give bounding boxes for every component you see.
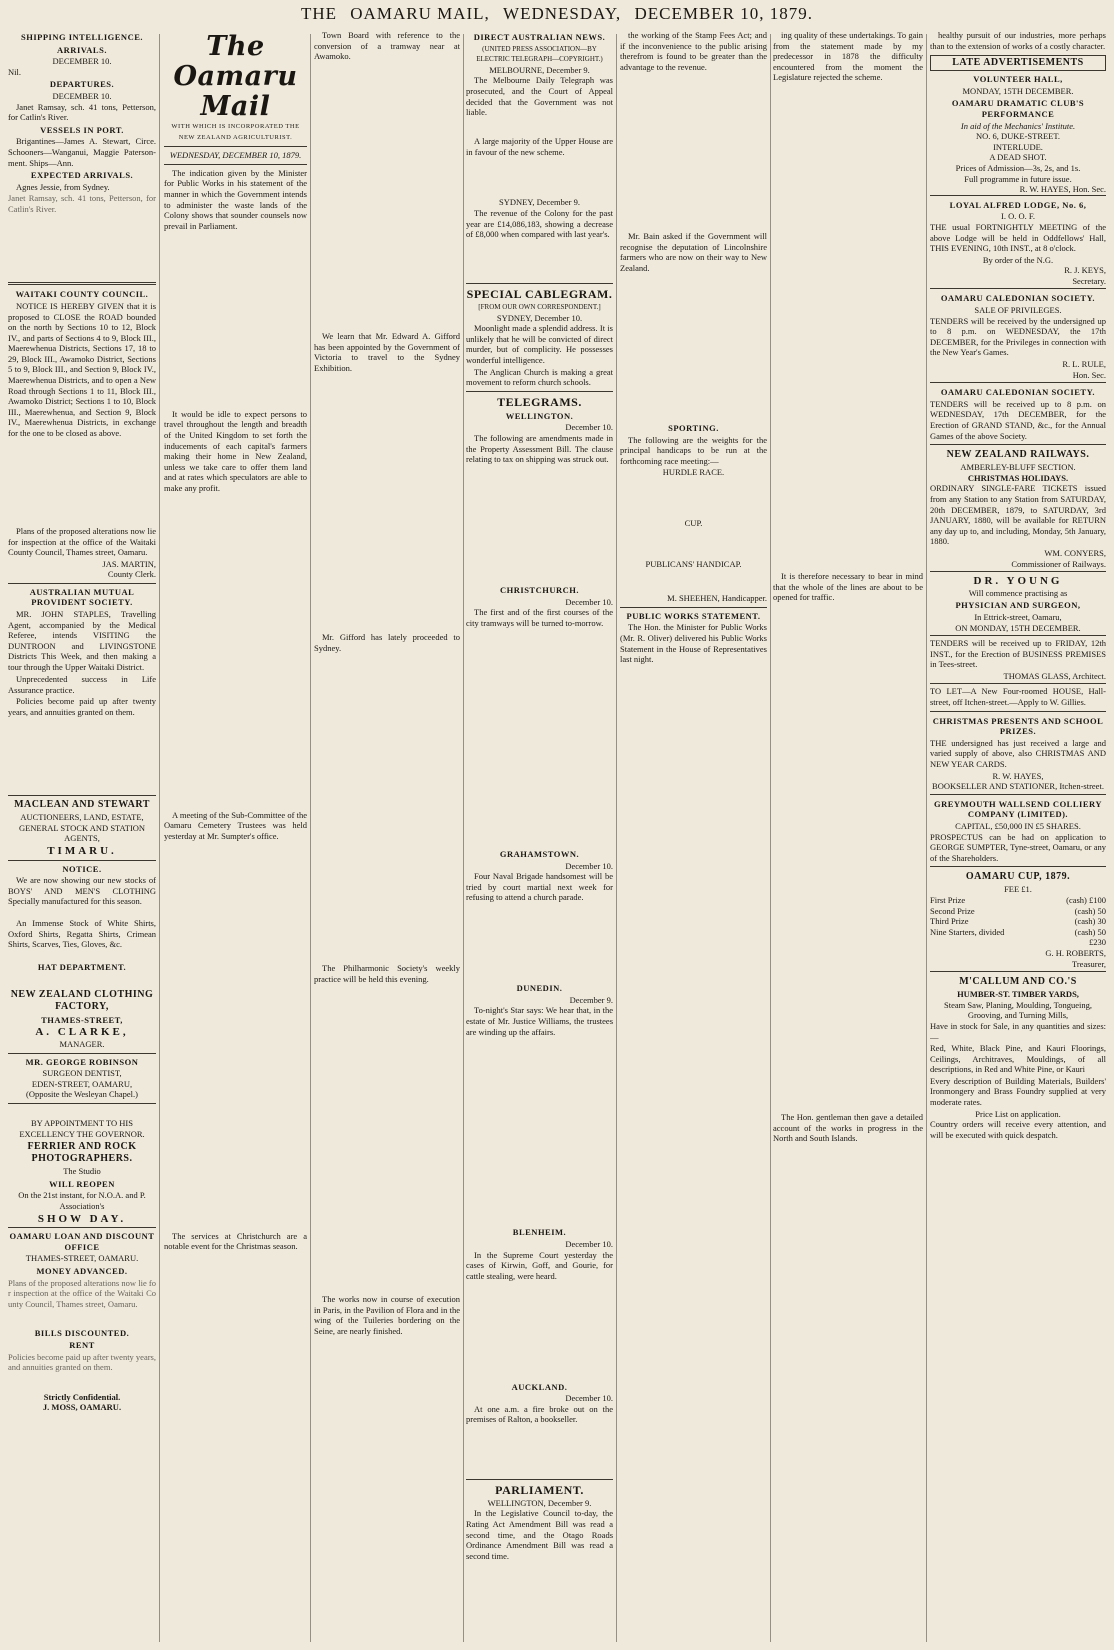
oamaru-cup-heading: OAMARU CUP, 1879. [965,871,1071,883]
maclean-location: TIMARU. [47,845,117,858]
mccallum-materials: Every description of Building Materials, Builders' Ironmongery and Brass Foundry supplied at very moderate rates. [930,1075,1106,1108]
robinson-address: EDEN-STREET, OAMARU, [31,1078,133,1089]
duke-street: NO. 6, DUKE-STREET. [975,131,1061,142]
maclean-sub: AUCTIONEERS, LAND, ESTATE, [20,812,144,823]
young-address: In Ettrick-street, Oamaru, [974,611,1062,622]
staples-p2: Unprecedented success in Life Assurance practice. [8,674,156,695]
cup-weights [620,529,767,559]
christmas-holidays: CHRISTMAS HOLIDAYS. [967,472,1069,483]
young-date: ON MONDAY, 15TH DECEMBER. [955,622,1081,633]
sydney-p: The revenue of the Colony for the past year are £14,086,183, showing a decrease of £8,000 when compared with last year's. [466,207,613,240]
ferrier-heading: FERRIER AND ROCK PHOTOGRAPHERS. [27,1141,137,1165]
masthead-name: OAMARU MAIL, [350,4,490,23]
hurdle-weights [620,478,767,518]
prize-row: Third Prize (cash) 30 [930,916,1106,927]
masthead-day: WEDNESDAY, [503,4,622,23]
humber-timber-yards: HUMBER-ST. TIMBER YARDS, [957,989,1079,1000]
robinson-opposite: (Opposite the Wesleyan Chapel.) [26,1089,138,1100]
publicans-weights [620,569,767,593]
column-3 [314,30,460,1642]
conyers-signature: WM. CONYERS, [1044,547,1106,558]
dr-young-heading: DR. YOUNG [973,575,1063,588]
shirts-text: An Immense Stock of White Shirts, Oxford Shirts, Regatta Shirts, Crimean Shirts, Scarves, Ties, Gloves, &c. [8,918,156,950]
nz-railways-heading: NEW ZEALAND RAILWAYS. [946,449,1090,461]
admission-prices: Prices of Admission—3s, 2s, and 1s. [955,162,1081,173]
volunteer-hall: VOLUNTEER HALL, [973,74,1063,85]
rent-body: Policies become paid up after twenty years, and annuities granted on them. [8,1351,156,1373]
news-p3: Mr. Gifford has lately proceeded to Sydney. [314,632,460,653]
column-rule [310,34,311,1642]
statement-tail: healthy pursuit of our industries, more perhaps than to the extension of works of a costly character. [930,30,1106,51]
blenheim-p: In the Supreme Court yesterday the cases of Kirwin, Goff, and Gourie, for cattle stealing, were heard. [466,1249,613,1281]
parliament-date: WELLINGTON, December 9. [487,1497,592,1508]
column-1 [8,30,156,1642]
reopen-date: On the 21st instant, for N.O.A. and P. Association's [18,1190,146,1211]
news-p1: Town Board with reference to the conversion of a tramway near at Awamoko. [314,30,460,62]
rule-signature: R. L. RULE, [1062,359,1106,370]
lodge-order: By order of the N.G. [982,254,1054,265]
publicans-handicap: PUBLICANS' HANDICAP. [645,558,742,569]
departures-heading: DEPARTURES. [49,79,115,90]
column-4 [466,30,613,1642]
waitaki-signer: JAS. MARTIN, [102,558,156,569]
dramatic-club-sub: In aid of the Mechanics' Institute. [960,120,1076,131]
roberts-signature: G. H. ROBERTS, [1045,947,1106,958]
rent-heading: RENT [69,1340,95,1351]
public-works-p: The Hon. the Minister for Public Works (Mr. R. Oliver) delivered his Public Works Statement in the House of Representatives last night. [620,622,767,665]
grahamstown-heading: GRAHAMSTOWN. [499,849,580,860]
sale-of-privileges: SALE OF PRIVILEGES. [974,305,1062,316]
staples-p3: Policies become paid up after twenty years, and annuities granted on them. [8,696,156,717]
auckland-date: December 10. [565,1393,613,1404]
prize-table [930,895,1106,948]
shipping-heading: SHIPPING INTELLIGENCE. [21,32,143,42]
shipping-body: Janet Ramsay, sch. 41 tons, Petterson, for Catlin's River. [8,193,156,214]
boys-clothing-text: We are now showing our new stocks of BOYS' AND MEN'S CLOTHING Specially manufactured for this season. [8,875,156,907]
column-7 [930,30,1106,1642]
business-premises-tender: TENDERS will be received up to FRIDAY, 12th INST., for the Erection of BUSINESS PREMISES in Tees-street. [930,638,1106,670]
nz-clothing-heading: NEW ZEALAND CLOTHING FACTORY, [10,988,154,1012]
christmas-presents-p: THE undersigned has just received a large and varied supply of above, also CHRISTMAS AND NEW YEAR CARDS. [930,737,1106,770]
grahamstown-date: December 10. [565,860,613,871]
christchurch-heading: CHRISTCHURCH. [500,584,579,595]
waitaki-plans: Plans of the proposed alterations now lie for inspection at the office of the Waitaki County Council, Thames street, Oamaru. [8,525,156,558]
christmas-presents-heading: CHRISTMAS PRESENTS AND SCHOOL PRIZES. [932,715,1104,737]
column-rule [463,34,464,1642]
mccallum-mills: Steam Saw, Planing, Moulding, Tongueing, Grooving, and Turning Mills, [944,999,1092,1021]
waitaki-heading: WAITAKI COUNTY COUNCIL. [15,289,149,300]
dunedin-heading: DUNEDIN. [516,983,563,994]
greymouth-heading: GREYMOUTH WALLSEND COLLIERY COMPANY (LIMITED). [934,798,1102,820]
loan-heading: OAMARU LOAN AND DISCOUNT OFFICE [9,1231,155,1252]
confidential-line: Strictly Confidential. [43,1391,121,1402]
bookseller-address: BOOKSELLER AND STATIONER, Itchen-street. [932,781,1104,792]
editorial-p4: The services at Christchurch are a notable event for the Christmas season. [164,1230,307,1252]
editorial-p3: A meeting of the Sub-Committee of the Oamaru Cemetery Trustees was held yesterday at Mr. Sumpter's office. [164,809,307,841]
departures-date: DECEMBER 10. [52,90,112,101]
railway-tickets: ORDINARY SINGLE-FARE TICKETS issued from any Station to any Station from SATURDAY, 20th DECEMBER, 1879, to SATURDAY, 3rd JANUARY, 1880, will be available for RETURN any day up to, and including, Monday, 5th January, 1880. [930,483,1106,547]
statement-p3: The Hon. gentleman then gave a detailed account of the works in progress in the North and South Islands. [773,1112,923,1144]
column-rule [770,34,771,1642]
handicapper: M. SHEEHEN, Handicapper. [667,593,767,604]
dramatic-club-heading: OAMARU DRAMATIC CLUB'S PERFORMANCE [951,98,1085,119]
commissioner-title: Commissioner of Railways. [1011,558,1106,569]
price-list: Price List on application. [975,1108,1061,1119]
privileges-tender: TENDERS will be received by the undersigned up to 8 p.m. on WEDNESDAY, the 17th DECEMBER, for the Privileges in connection with the New Year's Games. [930,315,1106,358]
manager-title: MANAGER. [59,1039,105,1049]
special-cablegram-heading: SPECIAL CABLEGRAM. [466,286,613,301]
statement-p1: ing quality of these undertakings. To gain from the statement made by my predecessor in 1878 the difficulty encountered from the moment the Legislature rejected the scheme. [773,30,923,83]
stamp-fees-p: the working of the Stamp Fees Act; and if the inconvenience to the public arising therefrom is found to be greater than the advantage to the revenue. [620,30,767,72]
physician-surgeon: PHYSICIAN AND SURGEON, [955,600,1081,611]
lincolnshire-p: Mr. Bain asked if the Government will recognise the deputation of Lincolnshire farmers who are now on their way to New Zealand. [620,231,767,273]
cup-race: CUP. [684,517,703,528]
news-p2: We learn that Mr. Edward A. Gifford has been appointed by the Government of Victoria to travel to the Sydney Exhibition. [314,331,460,373]
hat-department: HAT DEPARTMENT. [37,962,127,973]
glass-signature: THOMAS GLASS, Architect. [1003,670,1106,681]
nz-clothing-location: THAMES-STREET, [41,1014,123,1025]
wellington-p: The following are amendments made in the Property Assessment Bill. The clause relating to tax on shipping was struck out. [466,432,613,465]
amp-heading: AUSTRALIAN MUTUAL PROVIDENT SOCIETY. [29,586,135,608]
mccallum-heading: M'CALLUM AND CO.'S [959,976,1077,988]
grahamstown-p: Four Naval Brigade handsomest will be tried by court martial next week for refusing to attend a church parade. [466,871,613,903]
column-5 [620,30,767,1642]
amberley-bluff: AMBERLEY-BLUFF SECTION. [960,462,1076,473]
melbourne-dateline: MELBOURNE, December 9. [489,64,590,75]
masthead-the: THE [300,4,338,23]
expected-text: Agnes Jessie, from Sydney. [16,181,110,192]
young-practising: Will commence practising as [968,587,1068,598]
melbourne-p2: A large majority of the Upper House are in favour of the new scheme. [466,136,613,157]
clarke-name: A. CLARKE, [35,1026,129,1039]
money-advanced: MONEY ADVANCED. [36,1265,128,1276]
waitaki-notice: NOTICE IS HEREBY GIVEN that it is proposed to CLOSE the ROAD bounded on the north by Sections 10 to 12, Block IV., and parts of Sections 4 to 9, Block III., Maerewhenua Districts, Sections 17, 18 to 29, Block III., Awamoko District, Sections 5 to 9, Block III., and Section 9, Block IV., Maerewhenua Districts, and to open a New Road through Sections 1 to 11, Block III., Awamoko District; Sections 1 to 10, Block III., Maerewhenua, and Section 9, Block IV., Maerewhenua Districts, in exchange for the one to be closed as above. [8,300,156,439]
prize-row: First Prize (cash) £100 [930,894,1106,905]
paper-motto: WITH WHICH IS INCORPORATED THE NEW ZEALAND AGRICULTURIST. [171,123,300,141]
paper-title: The Oamaru Mail [173,31,298,122]
hurdle-race: HURDLE RACE. [662,467,725,478]
lodge-notice: THE usual FORTNIGHTLY MEETING of the above Lodge will be held in Oddfellows' Hall, THIS EVENING, 10th INST., at 8 o'clock. [930,221,1106,254]
special-cablegram-date: SYDNEY, December 10. [496,312,583,323]
sydney-dateline: SYDNEY, December 9. [498,197,581,208]
reopen-text: WILL REOPEN [49,1178,115,1189]
greymouth-capital: CAPITAL, £50,000 IN £5 SHARES. [955,821,1081,831]
auckland-p: At one a.m. a fire broke out on the premises of Ralton, a bookseller. [466,1403,613,1425]
column-rule [616,34,617,1642]
staples-text: MR. JOHN STAPLES, Travelling Agent, accompanied by the Medical Referee, intends VISITING the DUNTROON and LIVINGSTONE Districts This Week, and then making a tour through the Upper Waitaki District. [8,609,156,673]
column-rule [926,34,927,1642]
late-advertisements-heading: LATE ADVERTISEMENTS [930,55,1106,71]
mccallum-stock: Have in stock for Sale, in any quantities and sizes:— [930,1020,1106,1042]
country-orders: Country orders will receive every attention, and will be executed with quick despatch. [930,1119,1106,1140]
blenheim-heading: BLENHEIM. [512,1227,567,1238]
public-works-heading: PUBLIC WORKS STATEMENT. [626,610,761,621]
waitaki-signer-title: County Clerk. [107,569,156,580]
editorial-lead: The indication given by the Minister for Public Works in his statement of the manner in which the Government intends to administer the waste lands of the Colony shows that sounder counsels now prevail in Parliament. [164,167,307,231]
secretary-title: Secretary. [1072,275,1106,286]
loan-address: THAMES-STREET, OAMARU. [25,1253,139,1264]
show-day: SHOW DAY. [37,1212,127,1225]
special-cablegram-p: Moonlight made a splendid address. It is unlikely that he will be convicted of direct murder, but of complicity. He possesses wonderful intelligence. [466,323,613,365]
parliament-p: In the Legislative Council to-day, the Rating Act Amendment Bill was read a second time, and the Otago Roads Ordinance Amendment Bill was read a second time. [466,1508,613,1561]
arrivals-nil: Nil. [8,66,21,77]
prospectus: PROSPECTUS can be had on application to GEORGE SUMPTER, Tyne-street, Oamaru, or any of the Shareholders. [930,831,1106,863]
bills-discounted: BILLS DISCOUNTED. [34,1327,130,1338]
special-cablegram-sub: [FROM OUR OWN CORRESPONDENT.] [478,302,601,311]
studio-text: The Studio [63,1166,101,1177]
telegrams-heading: TELEGRAMS. [497,394,582,409]
auckland-heading: AUCKLAND. [511,1381,568,1392]
dunedin-p: To-night's Star says: We hear that, in the estate of Mr. Justice Williams, the trustees are winding up the affairs. [466,1005,613,1037]
christchurch-date: December 10. [565,596,613,607]
programme-note: Full programme in future issue. [964,173,1072,184]
notice-heading: NOTICE. [62,863,102,874]
parliament-heading: PARLIAMENT. [495,1482,584,1497]
column-6 [773,30,923,1642]
hayes-bookseller: R. W. HAYES, [992,770,1044,781]
treasurer-title: Treasurer, [1071,958,1106,969]
arrivals-date: DECEMBER 10. [52,56,112,67]
vessels-text: Brigantines—James A. Stewart, Circe. Schooners—Wanganui, Maggie Paterson-ment. Ships—Ann. [8,136,156,168]
masthead [0,0,1114,28]
caledonian-heading-2: OAMARU CALEDONIAN SOCIETY. [940,387,1096,398]
prize-row: Nine Starters, divided (cash) 50 [930,926,1106,937]
christchurch-p: The first and of the first courses of the city tramways will be turned to-morrow. [466,607,613,628]
lodge-heading: LOYAL ALFRED LODGE, No. 6, [949,199,1087,210]
prize-row: Second Prize (cash) 50 [930,905,1106,916]
dead-shot: A DEAD SHOT. [989,152,1047,163]
news-p5: The works now in course of execution in Paris, in the Pavilion of Flora and in the wing of the Tuileries bordering on the Seine, are nearly finished. [314,1294,460,1336]
direct-news-sub: (UNITED PRESS ASSOCIATION—BY ELECTRIC TELEGRAPH—COPYRIGHT.) [476,44,603,64]
masthead-date: DECEMBER 10, 1879. [634,4,813,23]
direct-news-heading: DIRECT AUSTRALIAN NEWS. [473,32,606,42]
arrivals-heading: ARRIVALS. [57,44,107,55]
news-p4: The Philharmonic Society's weekly practice will be held this evening. [314,963,460,984]
special-cablegram-p2: The Anglican Church is making a great movement to reform church schools. [466,366,613,388]
blenheim-date: December 10. [565,1239,613,1250]
robinson-heading: MR. GEORGE ROBINSON [25,1056,139,1067]
prize-total: £230 [1089,937,1106,948]
column-rule [159,34,160,1642]
sporting-p: The following are the weights for the principal handicaps to be run at the forthcoming race meeting:— [620,434,767,466]
expected-heading: EXPECTED ARRIVALS. [30,170,134,181]
lodge-sub: I. O. O. F. [1000,211,1036,222]
hon-sec-title: Hon. Sec. [1072,369,1106,380]
column-2 [164,30,307,1642]
caledonian-heading: OAMARU CALEDONIAN SOCIETY. [940,293,1096,304]
departure-text: Janet Ramsay, sch. 41 tons, Petterson, for Catlin's River. [8,101,156,123]
moss-signature: J. MOSS, OAMARU. [42,1402,122,1413]
to-let: TO LET—A New Four-roomed HOUSE, Hall-street, off Itchen-street.—Apply to W. Gillies. [930,686,1106,708]
dunedin-date: December 9. [569,994,613,1005]
maclean-heading: MACLEAN AND STEWART [14,799,150,811]
loan-body: Plans of the proposed alterations now lie for inspection at the office of the Waitaki County Council, Thames street, Oamaru. [8,1277,156,1309]
hayes-signature: R. W. HAYES, Hon. Sec. [1019,184,1106,195]
wellington-heading: WELLINGTON. [505,410,574,421]
interlude: INTERLUDE. [993,141,1043,152]
editorial-dateline: WEDNESDAY, DECEMBER 10, 1879. [169,150,302,161]
volunteer-date: MONDAY, 15TH DECEMBER. [962,85,1074,96]
maclean-sub2: GENERAL STOCK AND STATION AGENTS, [18,822,146,844]
wellington-date: December 10. [565,422,613,433]
vessels-heading: VESSELS IN PORT. [40,124,124,135]
melbourne-p1: The Melbourne Daily Telegraph was prosecuted, and the Court of Appeal decided that the Government was not liable. [466,75,613,118]
statement-p2: It is therefore necessary to bear in mind that the whole of the lines are about to be opened for traffic. [773,571,923,603]
royal-appointment: BY APPOINTMENT TO HIS EXCELLENCY THE GOVERNOR. [19,1117,145,1139]
robinson-sub: SURGEON DENTIST, [42,1068,122,1079]
cup-fee: FEE £1. [1004,884,1032,895]
editorial-p2: It would be idle to expect persons to travel throughout the length and breadth of the United Kingdom to set forth the inducements of each capital's farmers making their home in New Zealand, unless we take care to offer them land and at rates which speculators are able to make any profit. [164,408,307,493]
grand-stand-tender: TENDERS will be received up to 8 p.m. on WEDNESDAY, 17th DECEMBER, for the Erection of GRAND STAND, &c., for the Annual Games of the above Society. [930,398,1106,441]
sporting-heading: SPORTING. [668,423,719,433]
mccallum-timber: Red, White, Black Pine, and Kauri Floorings, Ceilings, Architraves, Mouldings, of all descriptions, in Red and White Pine, or Kauri [930,1043,1106,1075]
keys-signature: R. J. KEYS, [1064,265,1106,276]
